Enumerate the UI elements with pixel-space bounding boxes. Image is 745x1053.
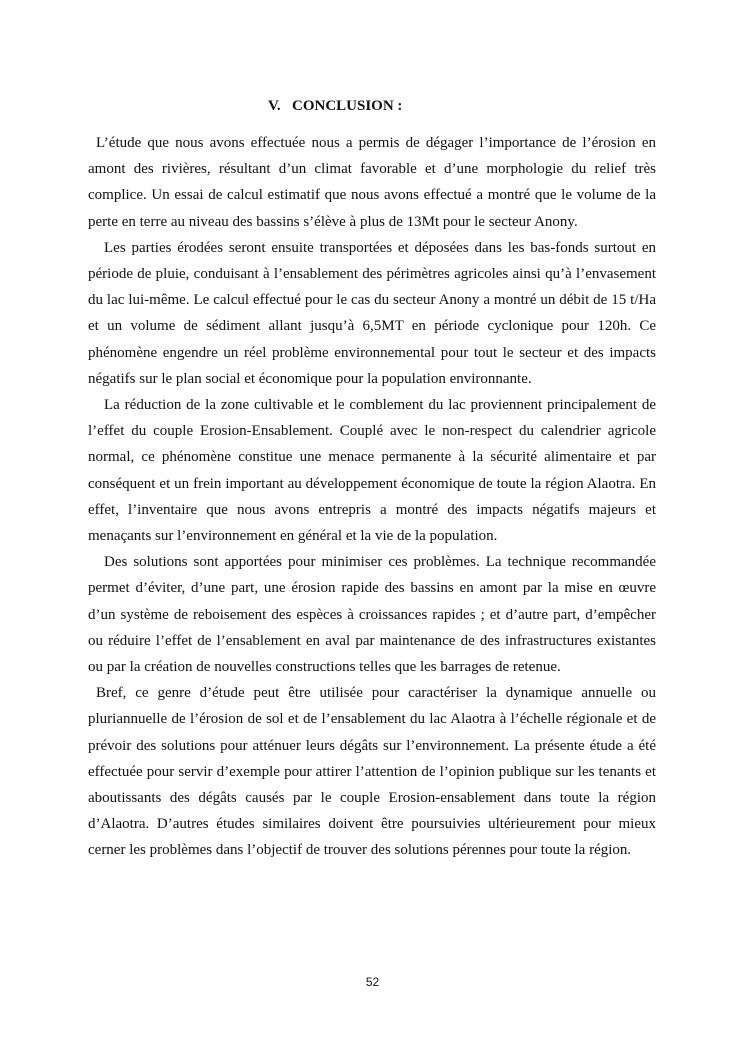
paragraph-5: Bref, ce genre d’étude peut être utilisée pour caractériser la dynamique annuelle ou pluriannuelle de l’érosion de sol et de l’ensablement du lac Alaotra à l’échelle régionale et de prévoir des solutions pour atténuer leurs dégâts sur l’environnement. La présente étude a été effectuée pour servir d’exemple pour attirer l’attention de l’opinion publique sur les tenants et aboutissants des dégâts causés par le couple Erosion-ensablement dans toute la région d’Alaotra. D’autres études similaires doivent être poursuivies ultérieurement pour mieux cerner les problèmes dans l’objectif de trouver des solutions pérennes pour toute la région.	[88, 685, 656, 859]
paragraph-2: Les parties érodées seront ensuite transportées et déposées dans les bas-fonds surtout en période de pluie, conduisant à l’ensablement des périmètres agricoles ainsi qu’à l’envasement du lac lui-même. Le calcul effectué pour le cas du secteur Anony a montré un débit de 15 t/Ha et un volume de sédiment allant jusqu’à 6,5MT en période cyclonique pour 120h. Ce phénomène engendre un réel problème environnemental pour tout le secteur et des impacts négatifs sur le plan social et économique pour la population environnante.	[88, 239, 656, 387]
section-title: CONCLUSION :	[292, 98, 403, 114]
paragraph-3: La réduction de la zone cultivable et le comblement du lac proviennent principalement de l’effet du couple Erosion-Ensablement. Couplé avec le non-respect du calendrier agricole normal, ce phénomène constitue une menace permanente à la sécurité alimentaire et par conséquent et un frein important au développement économique de toute la région Alaotra. En effet, l’inventaire que nous avons entrepris a montré des impacts négatifs majeurs et menaçants sur l’environnement en général et la vie de la population.	[88, 397, 656, 545]
paragraph-1: L’étude que nous avons effectuée nous a permis de dégager l’importance de l’érosion en amont des rivières, résultant d’un climat favorable et d’une morphologie du relief très complice. Un essai de calcul estimatif que nous avons effectué a montré que le volume de la perte en terre au niveau des bassins s’élève à plus de 13Mt pour le secteur Anony.	[88, 135, 656, 230]
page-number: 52	[365, 975, 380, 989]
conclusion-body	[88, 130, 656, 864]
section-number: V.	[268, 98, 281, 114]
paragraph-4: Des solutions sont apportées pour minimiser ces problèmes. La technique recommandée permet d’éviter, d’une part, une érosion rapide des bassins en amont par la mise en œuvre d’un système de reboisement des espèces à croissances rapides ; et d’autre part, d’empêcher ou réduire l’effet de l’ensablement en aval par maintenance de des infrastructures existantes ou par la création de nouvelles constructions telles que les barrages de retenue.	[88, 554, 656, 676]
section-heading	[268, 98, 402, 115]
